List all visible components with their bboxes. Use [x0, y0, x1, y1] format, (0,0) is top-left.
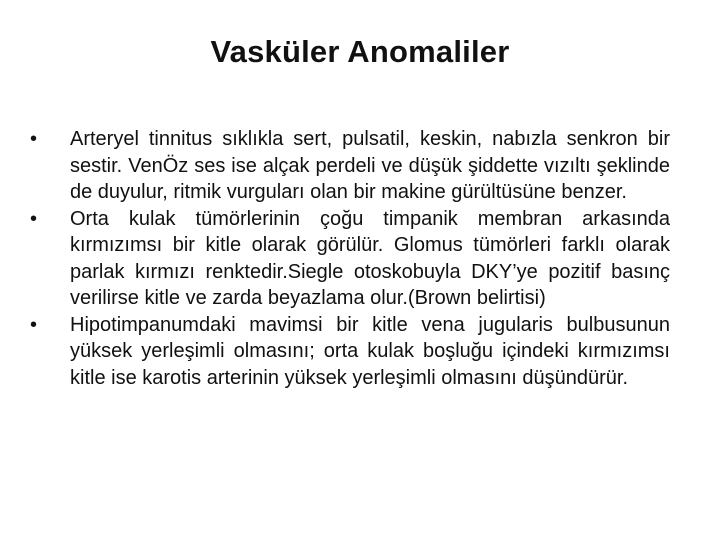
bullet-icon: • — [30, 128, 38, 150]
bullet-text: Arteryel tinnitus sıklıkla sert, pulsatil, keskin, nabızla senkron bir sestir. VenÖz ses ise alçak perdeli ve düşük şiddette vızıltı şeklinde de duyulur, ritmik vurguları olan bir makine gürültüsüne benzer. — [70, 128, 670, 203]
bullet-icon: • — [30, 313, 38, 336]
bullet-item-3 — [30, 312, 670, 392]
slide-title: Vasküler Anomaliler — [210, 34, 510, 69]
bullet-item-2 — [30, 206, 670, 312]
bullet-list — [30, 126, 670, 391]
bullet-text: Orta kulak tümörlerinin çoğu timpanik membran arkasında kırmızımsı bir kitle olarak görülür. Glomus tümörleri farklı olarak parlak kırmızı renktedir.Siegle otoskobuyla DKY’ye pozitif basınç verilirse kitle ve zarda beyazlama olur.(Brown belirtisi) — [70, 207, 670, 309]
bullet-text: Hipotimpanumdaki mavimsi bir kitle vena jugularis bulbusunun yüksek yerleşimli olmasını; orta kulak boşluğu içindeki kırmızımsı kitle ise karotis arterinin yüksek yerleşimli olmasını düşündürür. — [70, 313, 670, 389]
bullet-item-1 — [30, 126, 670, 206]
bullet-icon: • — [30, 207, 38, 230]
